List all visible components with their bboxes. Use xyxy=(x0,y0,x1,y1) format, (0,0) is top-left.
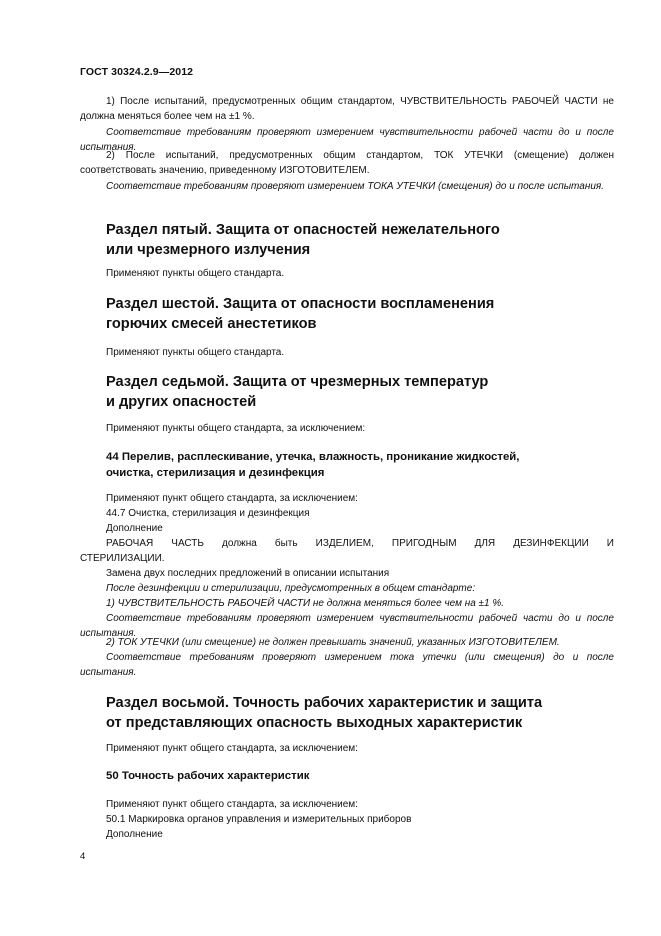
paragraph: 2) После испытаний, предусмотренных общим стандартом, ТОК УТЕЧКИ (смещение) должен соответствовать значению, приведенному ИЗГОТОВИТЕЛЕМ. xyxy=(80,150,614,177)
paragraph: Применяют пункты общего стандарта. xyxy=(106,268,285,279)
paragraph: Применяют пункты общего стандарта. xyxy=(106,347,285,358)
paragraph: Применяют пункт общего стандарта, за исключением: xyxy=(106,493,358,504)
paragraph: СТЕРИЛИЗАЦИИ. xyxy=(80,553,165,564)
paragraph: Дополнение xyxy=(106,523,163,534)
paragraph: РАБОЧАЯ ЧАСТЬ должна быть ИЗДЕЛИЕМ, ПРИГОДНЫМ ДЛЯ ДЕЗИНФЕКЦИИ И xyxy=(106,538,614,549)
clause-heading: 50 Точность рабочих характеристик xyxy=(106,770,310,782)
section-heading: Раздел шестой. Защита от опасности воспламенения горючих смесей анестетиков xyxy=(106,296,495,332)
paragraph: Соответствие требованиям проверяют измерением тока утечки (или смещения) до и после испытания. xyxy=(80,652,614,679)
section-heading: Раздел седьмой. Защита от чрезмерных температур и других опасностей xyxy=(106,374,489,410)
paragraph: Дополнение xyxy=(106,829,163,840)
paragraph: Применяют пункт общего стандарта, за исключением: xyxy=(106,743,358,754)
paragraph: Соответствие требованиям проверяют измерением чувствительности рабочей части до и после испытания. xyxy=(80,127,614,154)
paragraph: Соответствие требованиям проверяют измерением ТОКА УТЕЧКИ (смещения) до и после испытания. xyxy=(106,181,605,192)
paragraph: 1) После испытаний, предусмотренных общим стандартом, ЧУВСТВИТЕЛЬНОСТЬ РАБОЧЕЙ ЧАСТИ не должна меняться более чем на ±1 %. xyxy=(80,96,614,123)
paragraph: После дезинфекции и стерилизации, предусмотренных в общем стандарте: xyxy=(106,583,476,594)
paragraph: Замена двух последних предложений в описании испытания xyxy=(106,568,390,579)
paragraph: 1) ЧУВСТВИТЕЛЬНОСТЬ РАБОЧЕЙ ЧАСТИ не должна меняться более чем на ±1 %. xyxy=(106,598,505,609)
paragraph: 44.7 Очистка, стерилизация и дезинфекция xyxy=(106,508,310,519)
paragraph: Применяют пункт общего стандарта, за исключением: xyxy=(106,799,358,810)
clause-heading: 44 Перелив, расплескивание, утечка, влажность, проникание жидкостей, очистка, стерилизация и дезинфекция xyxy=(106,451,520,479)
section-heading: Раздел пятый. Защита от опасностей нежелательного или чрезмерного излучения xyxy=(106,222,500,258)
paragraph: Соответствие требованиям проверяют измерением чувствительности рабочей части до и после испытания. xyxy=(80,613,614,640)
paragraph: Применяют пункты общего стандарта, за исключением: xyxy=(106,423,366,434)
paragraph: 2) ТОК УТЕЧКИ (или смещение) не должен превышать значений, указанных ИЗГОТОВИТЕЛЕМ. xyxy=(106,637,560,648)
standard-header: ГОСТ 30324.2.9—2012 xyxy=(80,66,194,78)
paragraph: 50.1 Маркировка органов управления и измерительных приборов xyxy=(106,814,412,825)
section-heading: Раздел восьмой. Точность рабочих характеристик и защита от представляющих опасность выходных характеристик xyxy=(106,695,543,731)
page-number: 4 xyxy=(80,851,86,862)
